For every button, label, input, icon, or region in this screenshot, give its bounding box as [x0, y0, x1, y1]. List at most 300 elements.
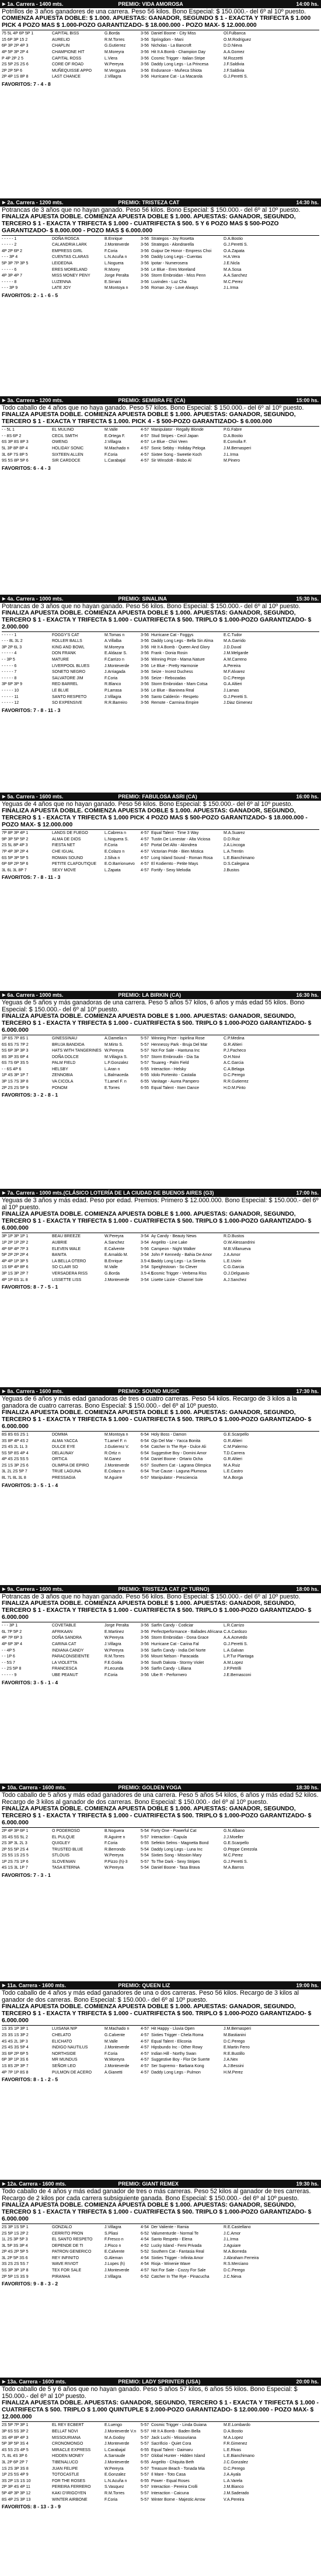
pedigree: Cosmic Trigger - Italian Stripe [151, 56, 205, 61]
pedigree: Forty One - Powerful Cat [151, 1828, 197, 1833]
horse-name: EL REY ECBERT [52, 2423, 84, 2428]
table-row [2, 1073, 319, 1079]
jockey: L.Carabajal [104, 2448, 125, 2452]
pedigree: Mount Nelson - Paracaida [151, 1654, 198, 1659]
jockey: M.Mirto S. [104, 1042, 123, 1047]
trainer: D.S.Calegana [224, 862, 249, 867]
table-row [2, 1036, 319, 1042]
jockey: B.Enrique [104, 1259, 123, 1263]
trainer: Ol.Fulbanca [224, 32, 246, 36]
jockey: G.Calvente [104, 2033, 125, 2037]
race-time: 19:30 hs. [296, 2180, 319, 2187]
weight: 3-56 [141, 50, 149, 54]
trainer: P.J.Pacheco [224, 1049, 246, 1053]
trainer: G.J.Peretti S. [224, 1642, 248, 1646]
horse-name: SIXTEEN ALLEN [52, 452, 83, 457]
form-history: - - 3P 5 [2, 658, 15, 662]
table-row [2, 1247, 319, 1253]
form-history: 6P 3P 1P 3S 6 [2, 2058, 29, 2062]
weight: 3-56 [141, 1629, 149, 1634]
trainer: M.A.Borreda [224, 2250, 247, 2254]
jockey: J.Monteverde [104, 2460, 130, 2465]
race-conditions: Potrancas de 3 años que no hayan ganado. Peso 56 kilos. Bono Especial: $ 150.000.- del 6º al 10º puesto. [2, 602, 301, 610]
jockey: R.Aguirre n [104, 1835, 125, 1839]
horse-name: BEAU BREEZE [52, 1234, 81, 1239]
race-bets: FINALIZA APUESTA DOBLE. COMIENZA APUESTA DOBLE $ 1.000. APUESTAS: GANADOR, SEGUNDO, TERCERO $ 1 - EXACTA Y TRIFECTA $ 1.000 - CUATRIFECTA $ 500. TRIPLO $ 1.000-POZO GARANTIZADO- $ 6.000.000 [2, 1211, 312, 1232]
weight: 5-57 [141, 1859, 149, 1864]
pedigree: Indian Hill - Northy Swan [151, 2051, 197, 2056]
horse-name: BRUJA BANDIDA [52, 1042, 85, 1047]
form-history: - - 2S 5P 8 [2, 1667, 22, 1671]
trainer: L.R.Carrizo [224, 1624, 245, 1628]
pedigree: Daddy Long Legs - Luna Inc [151, 1847, 203, 1852]
race-conditions: Yeguas de 4 años que no hayan ganado. Peso 56 kilos. Bono Especial: $ 150.000.- del 6º al 10º puesto. [2, 801, 293, 808]
race-header [0, 1387, 321, 1395]
pedigree: Nicholas - La Bancroft [151, 44, 191, 48]
table-row [2, 843, 319, 849]
form-history: 8S 3P 3S 6P 4 [2, 1055, 29, 1059]
weight: 3-56 [141, 261, 149, 266]
horse-name: INDIGO NAUTILUS [52, 2046, 88, 2050]
table-row [2, 1847, 319, 1854]
trainer: J.M.Bianco [224, 2485, 244, 2490]
form-history: 75 5L 4P 6P 5P 1 [2, 32, 34, 36]
weight: 6-54 [141, 1457, 149, 1462]
race-number: 10a. Carrera - 1600 mts. [7, 1784, 67, 1790]
form-history: 3L 6P 7S 8P 5 [2, 452, 28, 457]
race-description [0, 2386, 321, 2421]
horse-name: CUENTAS CLARAS [52, 255, 89, 260]
horse-name: NORTHSIDE [52, 2051, 76, 2056]
horse-name: CHAPLIN [52, 44, 70, 48]
jockey: M.Montoya n [104, 1432, 128, 1437]
jockey: E.Arnaldo M. [104, 1253, 128, 1258]
jockey: E.Gonzalez [104, 2473, 126, 2477]
weight: 4-57 [141, 428, 149, 432]
horse-name: HIDDEN MONEY [52, 2454, 84, 2459]
jockey: W.Pereyra [104, 62, 124, 67]
jockey: L.Noguera S. [104, 837, 129, 842]
horse-name: ZENNOBIA [52, 1073, 73, 1078]
horse-name: LEIDEDNA [52, 261, 73, 266]
table-row [2, 1648, 319, 1654]
table-row [2, 56, 319, 62]
form-history: 2P 4S 2P 5P 5 [2, 2250, 29, 2254]
pedigree: Winter Borne - Majestic Arrow [151, 2497, 205, 2502]
table-row [2, 74, 319, 81]
weight: 6-55 [141, 2479, 149, 2483]
trainer: J.Aguiare [224, 2243, 241, 2248]
trainer: G.J.Peretti S. [224, 243, 248, 247]
favorites: FAVORITOS: 3 - 5 - 1 - 4 [2, 1482, 58, 1488]
jockey: M.Montoya n [104, 286, 128, 291]
horse-name: VERSADERA RISS [52, 1271, 88, 1276]
horse-name: COVETABLE [52, 1624, 76, 1628]
horse-name: REY INFINITO [52, 2256, 79, 2260]
form-history: 2P 5S 5P 2S 4 [2, 1847, 29, 1852]
trainer: O.Peppe Cerezola [224, 1847, 257, 1852]
race-bets: FINALIZA APUESTA DOBLE. COMIENZA APUESTA DOBLE $ 1.000. APUESTAS: GANADOR, SEGUNDO, TERCERO $ 1 - EXACTA Y TRIFECTA $ 1.000. PICK 4 - $ 500-POZO GARANTIZADO- $ 6.000.000 [2, 411, 296, 425]
pedigree: Manipulator - Regally Blonde [151, 428, 204, 432]
race-block [0, 198, 321, 397]
weight: 5-57 [141, 2473, 149, 2477]
table-row [2, 2423, 319, 2429]
horse-name: ALMA YACCA [52, 1439, 78, 1443]
trainer: C.A.Belaga [224, 1067, 245, 1071]
pedigree: Storm Embroidan - Miss Penn [151, 274, 206, 278]
favorites: FAVORITOS: 7 - 8 - 11 - 3 [2, 707, 61, 713]
pedigree: Suggestive Boy - Flor De Suerte [151, 2058, 210, 2062]
entries-table [2, 427, 319, 465]
race-bets: FINALIZA APUESTA DOBLE. COMIENZA APUESTA DOBLE $ 1.000. APUESTAS: GANADOR, SEGUNDO, TERCERO $ 1 - EXACTA Y TRIFECTA $ 1.000 - CUATRIFECTA $ 500. TRIPLO $ 1.000-POZO GARANTIZADO- $ 6.000.000 [2, 1600, 312, 1621]
jockey: L.Zapata [104, 868, 121, 872]
weight: 3-56 [141, 689, 149, 693]
race-header [0, 2378, 321, 2386]
horse-name: TASA ETERNA [52, 1866, 80, 1870]
jockey: W.Pereyra [104, 1866, 124, 1870]
race-prize: PREMIO: SEMBRA FE (CA) [118, 397, 186, 403]
weight: 5-57 [141, 2423, 149, 2428]
weight: 3-56 [141, 249, 149, 253]
race-description [0, 1395, 321, 1430]
pedigree: Lisette Lizzie - Channel Sole [151, 1277, 203, 1282]
horse-name: GINESSINAU [52, 1036, 78, 1041]
horse-name: EL SANTO RESPETO [52, 2238, 93, 2242]
jockey: S.Vasquez [104, 2485, 124, 2490]
race-conditions: Potrancas de 3 años que no hayan ganado. Peso 56 kilos. Bono Especial: $ 150.000.- del 6º al 10º puesto. [2, 206, 301, 214]
table-row [2, 2261, 319, 2268]
trainer: M.A.Suarez [224, 831, 245, 836]
pedigree: Sarfin Candy - Codiciar [151, 1624, 194, 1628]
form-history: 9P 3P 5P 5P 2 [2, 837, 29, 842]
horse-name: EMPRESS GIRL [52, 249, 83, 253]
form-history: 2S 5S 1S 2S 5 [2, 1854, 29, 1858]
jockey: F.Carrizo n [104, 658, 124, 662]
table-row [2, 688, 319, 694]
trainer: A.A.Sanchez [224, 274, 247, 278]
horse-name: LATE JOY [52, 286, 71, 291]
horse-name: MISSOURIANA [52, 2435, 81, 2440]
trainer: J.J.Moeller [224, 1835, 243, 1839]
form-history: - - 1P 6 [2, 1654, 15, 1659]
weight: 3-56 [141, 651, 149, 656]
horse-name: AUBRIE [52, 1241, 68, 1245]
pedigree: Sefekin Selms - Magnetta Bond [151, 1841, 209, 1846]
pedigree: Not For Sale - Hantuna Inc [151, 1049, 200, 1053]
horse-name: LUISANA NIP [52, 2027, 78, 2032]
horse-name: SEXY MOVE [52, 868, 76, 872]
entries-table [2, 2423, 319, 2503]
trainer: J.Abraham Ferreira [224, 2256, 259, 2260]
race-number: 8a. Carrera - 1600 mts. [7, 1388, 64, 1394]
triangle-icon: ▶ [2, 795, 6, 799]
form-history: 4S 4S 2L 3P 3 [2, 2039, 28, 2044]
table-row [2, 1042, 319, 1049]
race-prize: PREMIO: TRISTEZA CAT (2º TURNO) [118, 1586, 210, 1592]
weight: 5-57 [141, 1042, 149, 1047]
trainer: P.G.Fabre [224, 428, 242, 432]
form-history: 4P 7P 6P 3 [2, 1636, 23, 1640]
triangle-icon: ▶ [2, 993, 6, 997]
table-row [2, 2453, 319, 2460]
entries-table [2, 830, 319, 874]
weight: 5-54 [141, 1866, 149, 1870]
pedigree: Storm Embroidan - Mam Cotsa [151, 682, 208, 687]
jockey: T.Lamel F. n [104, 1080, 127, 1084]
trainer: C.M.Palermo [224, 1445, 247, 1450]
jockey: J.Monteverde [104, 1463, 130, 1468]
weight: 6-55 [141, 1841, 149, 1846]
pedigree: Hit It A Bomb - Baden Bella [151, 2430, 201, 2434]
pedigree: Treasure Beach - Tonada Mia [151, 2466, 205, 2471]
triangle-icon: ▶ [2, 596, 6, 601]
trainer: D.C.Perego [224, 1073, 245, 1078]
pedigree: Manipulator - Presciencia [151, 1476, 197, 1481]
table-row [2, 2070, 319, 2076]
jockey: F.Fresco n [104, 2238, 124, 2242]
horse-name: SEÑOR LEO [52, 2064, 76, 2068]
pedigree: Catcher In The Rye - Dulce Ali [151, 1445, 207, 1450]
triangle-icon: ▶ [2, 399, 6, 403]
table-row [2, 2039, 319, 2046]
favorites: FAVORITOS: 9 - 8 - 3 - 2 [2, 2281, 58, 2287]
entries-table [2, 1623, 319, 1678]
table-row [2, 645, 319, 651]
form-history: - - - - - 2 [2, 243, 17, 247]
table-row [2, 2268, 319, 2274]
table-row [2, 1259, 319, 1265]
pedigree: Valumenturde - Normal Te [151, 2231, 199, 2236]
table-row [2, 1635, 319, 1642]
race-number: 9a. Carrera - 1600 mts. [7, 1586, 64, 1592]
weight: 3-56 [141, 1636, 149, 1640]
race-description [0, 999, 321, 1034]
weight: 5-57 [141, 1049, 149, 1053]
trainer: O.J.Delguavio [224, 1271, 249, 1276]
trainer: D.C.Perego [224, 2268, 245, 2273]
pedigree: Le Blue - Eres Moreland [151, 267, 196, 272]
race-header [0, 198, 321, 207]
table-row [2, 261, 319, 267]
table-row [2, 1457, 319, 1463]
pedigree: Endurance - Muñeca Shiota [151, 68, 202, 73]
race-description [0, 2188, 321, 2223]
weight: 3-56 [141, 1673, 149, 1677]
weight: 4-57 [141, 2027, 149, 2032]
pedigree: Portal Del Alto - Alondrea [151, 843, 197, 848]
table-row [2, 657, 319, 664]
jockey: E.Sirnani [104, 280, 121, 284]
table-row [2, 2448, 319, 2454]
jockey: A.Villalba [104, 639, 122, 644]
trainer: A.A.Gomez [224, 50, 245, 54]
race-time: 20:00 hs. [296, 2379, 319, 2385]
trainer: L.A.Trentin [224, 849, 243, 854]
horse-name: SO CLAIR SO [52, 1265, 78, 1270]
table-row [2, 1475, 319, 1482]
race-description [0, 8, 321, 29]
favorites: FAVORITOS: 3 - 5 - 1 - 4 [2, 1679, 58, 1685]
jockey: F.Coria [104, 249, 118, 253]
entries-table [2, 1828, 319, 1872]
form-history: - - - - - 1 [2, 633, 17, 637]
race-header [0, 793, 321, 801]
trainer: M.A.Barros [224, 1866, 245, 1870]
pedigree: Southern Cat - Fantasia Real [151, 2250, 204, 2254]
weight: 5-57 [141, 2497, 149, 2502]
triangle-icon: ▶ [2, 1191, 6, 1195]
table-row [2, 1828, 319, 1835]
table-row [2, 1234, 319, 1240]
weight: 3-56 [141, 267, 149, 272]
horse-name: SIR CARDOCE [52, 459, 81, 463]
form-history: 2S 3P 1S 5P 1 [2, 2225, 29, 2229]
race-block [0, 793, 321, 991]
horse-name: EL PULQUE [52, 1835, 75, 1839]
trainer: M.C.Perez [224, 280, 243, 284]
pedigree: Interaction - Caicuna [151, 2491, 189, 2495]
form-history: 6S 7S 6P 3S 5 [2, 1061, 29, 1066]
form-history: - - - - - 11 [2, 694, 19, 699]
horse-name: FIESTA NET [52, 843, 75, 848]
divider [2, 2025, 319, 2026]
table-row [2, 285, 319, 292]
pedigree: Sarfin Candy - India Del Norte [151, 1648, 206, 1653]
trainer: M.A.Borga [224, 1476, 243, 1481]
table-row [2, 2064, 319, 2070]
form-history: - - - 3P 9 [2, 286, 18, 291]
form-history: 4S 5S 2S 4P 5 [2, 2448, 29, 2452]
weight: 6-57 [141, 1476, 149, 1481]
pedigree: Daddy Long Legs - Pulmon [151, 2070, 201, 2075]
horse-name: DON FRANK [52, 651, 76, 656]
pedigree: Sixties Song - Mission Mary [151, 1854, 202, 1858]
table-row [2, 427, 319, 434]
favorites: FAVORITOS: 3 - 2 - 8 - 1 [2, 1092, 58, 1098]
trainer: M.Bastianini [224, 2033, 246, 2037]
pedigree: Il Mare - Toto Casa [151, 2473, 186, 2477]
pedigree: Speightstown - So Clever [151, 1265, 197, 1270]
jockey: W.Pereyra [104, 1854, 124, 1858]
horse-name: FOGGY'S CAT [52, 633, 79, 637]
form-history: 6S 3P 8S 8P 3 [2, 440, 29, 445]
horse-name: SLOVENIAN [52, 1859, 76, 1864]
weight: 3-56 [141, 633, 149, 637]
race-header [0, 1981, 321, 1989]
pedigree: Southern Cat - Lagrana Olimpica [151, 1463, 211, 1468]
jockey: T.Lamel F. n [104, 1439, 127, 1443]
weight: 5-57 [141, 2454, 149, 2459]
horse-name: DELAUNAY [52, 1451, 74, 1455]
trainer: L.A.Galvan [224, 1648, 244, 1653]
table-row [2, 2249, 319, 2256]
jockey: W.Pereyra [104, 1234, 124, 1239]
form-history: 1S 6P 4P 8P 6 [2, 1265, 29, 1270]
pedigree: Hit It A Bomb - Champion Day [151, 50, 205, 54]
trainer: D.C.Perego [224, 676, 245, 680]
pedigree: Catcher In The Rye - Pinacucha [151, 2274, 210, 2279]
race-bets: FINALIZA APUESTA DOBLE. COMIENZA APUESTA DOBLE $ 1.000. APUESTAS: GANADOR, SEGUNDO, TERCERO $ 1 - EXACTA Y TRIFECTA $ 1.000 - CUATRIFECTA $ 500. 5 Y 6 POZO MAS $ 500-POZO GARANTIZADO- $ 8.000.000 - POZO MAS $ 6.000.000 [2, 213, 296, 234]
race-bets: COMIENZA APUESTA DOBLE: $ 1.000. APUESTAS: GANADOR, SEGUNDO $ 1 - EXACTA Y TRIFECTA $ 1.000 PICK 4 POZO MAS $ 1.000-POZO GARANTIZADO- $ 18.000.000 - POZO MAX- $ 12.000.000 [2, 15, 311, 29]
table-row [2, 1673, 319, 1679]
form-history: - - - - - 4 [2, 651, 17, 656]
weight: 4-54 [141, 2256, 149, 2260]
trainer: G.A.Altieri [224, 682, 242, 687]
trainer: H.A.Vera [224, 255, 240, 260]
weight: 3-56 [141, 274, 149, 278]
form-history: 5S 5P 8S 4P 4 [2, 1451, 29, 1455]
weight: 6-54 [141, 1451, 149, 1455]
trainer: R.E.Castellano [224, 2225, 251, 2229]
race-description [0, 1197, 321, 1232]
horse-name: LISSETTE LISS [52, 1277, 82, 1282]
weight: 3-56 [141, 670, 149, 675]
jockey: M.Verggura [104, 68, 126, 73]
trainer: G.R.Altieri [224, 1439, 242, 1443]
weight: 3-56 [141, 280, 149, 284]
trainer: E.Martin Ferro [224, 2046, 250, 2050]
pedigree: Long Island Sound - Roman Rosa [151, 856, 213, 860]
table-row [2, 31, 319, 37]
weight: 3-56 [141, 1624, 149, 1628]
horse-name: WAVE RIVIOT [52, 2262, 79, 2267]
table-row [2, 1240, 319, 1247]
race-block [0, 1585, 321, 1783]
trainer: M.A.Ruiz [224, 1463, 240, 1468]
form-history: - - - - - 6 [2, 267, 17, 272]
race-number: 3a. Carrera - 1200 mts. [7, 397, 64, 403]
table-row [2, 856, 319, 862]
trainer: J.C.Gonzalez [224, 2460, 249, 2465]
form-history: 6P 3P 2P 4P 3 [2, 44, 29, 48]
pedigree: Ser Supremo - Barbara Kong [151, 2064, 204, 2068]
form-history: 4P 3P 4P 7 [2, 274, 23, 278]
weight: 3-56 [141, 639, 149, 644]
pedigree: Perfectperformance - Ballades Africana [151, 1629, 222, 1634]
race-time: 15:00 hs. [296, 397, 319, 403]
weight: 3-56 [141, 68, 149, 73]
jockey: G.Gutierrez [104, 44, 126, 48]
table-row [2, 2460, 319, 2466]
horse-name: WINTER AIRBONE [52, 2497, 88, 2502]
weight: 3-54 [141, 1265, 149, 1270]
jockey: A.Gianetti [104, 2070, 123, 2075]
trainer: E.C.Tudor [224, 633, 242, 637]
weight: 3-56 [141, 44, 149, 48]
weight: 5-54 [141, 1854, 149, 1858]
jockey: A.Sanchez [104, 1241, 124, 1245]
form-history: 2S 5P 1S 2P 2 [2, 2231, 29, 2236]
race-bets: FINALIZA APUESTA DOBLE. APUESTAS: GANADOR, SEGUNDO, TERCERO $ 1 - EXACTA Y TRIFECTA $ 1.000 - CUATRIFECTA $ 500. TRIPLO $ 1.000 QUINTUPLE $ 2.000-POZO GARANTIZADO- $ 12.000.000 - POZO MAX- $ 12.000.000 [2, 2400, 319, 2421]
pedigree: Der Valiente - Ramia [151, 2225, 189, 2229]
trainer: A.J.Sanchez [224, 1277, 247, 1282]
horse-name: CALANDRIA LARK [52, 243, 87, 247]
trainer: J.A.Lincoga [224, 843, 245, 848]
pedigree: South Dakota - Stormy Violet [151, 1660, 204, 1665]
horse-name: STLOUIS [52, 1854, 69, 1858]
weight: 3-56 [141, 255, 149, 260]
horse-name: UBE PEANUT [52, 1673, 78, 1677]
pedigree: Victorian Pride - Bien Mistica [151, 849, 204, 854]
trainer: C.P.Medina [224, 1036, 245, 1041]
form-history: 6S 5P 3P 5P 5 [2, 856, 29, 860]
weight: 3-56 [141, 286, 149, 291]
jockey: F.E.Goitia [104, 1660, 123, 1665]
trainer: J.M.Bernasperi [224, 2027, 252, 2032]
jockey: E.O.Barrionuevo [104, 862, 135, 867]
form-history: 6S 6S 7S 7P 2 [2, 1042, 29, 1047]
jockey: L.Viera [104, 56, 118, 61]
